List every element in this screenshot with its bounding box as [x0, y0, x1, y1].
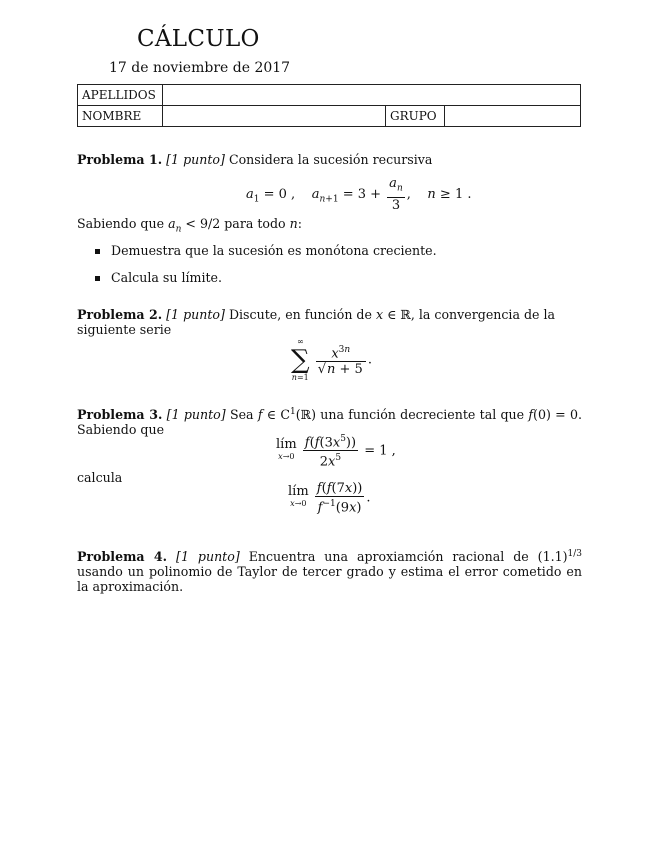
problem-3-limit-given: lím x→0 $\frac{f(f(3x^5))}{2x^5}$ = 1 , — [276, 434, 396, 470]
problem-1-tasks — [95, 243, 437, 285]
problem-4-statement: Problema 4. [1 punto] Encuentra una aproxiamción racional de $(1.1)^{1/3}$ usando un polinomio de Taylor de tercer grado y estima el error cometido en la aproximación. — [77, 549, 583, 595]
grupo-label: GRUPO — [386, 106, 445, 127]
problem-3-calcula: calcula — [77, 470, 123, 485]
problem-2-series: ∞ ∑ n=1 $\frac{x^{3n}}{√n + 5}$ . — [291, 337, 372, 382]
problem-2-statement: Problema 2. [1 punto] Discute, en función de x ∈ ℝ, la convergencia de la siguiente serie — [77, 307, 556, 337]
problem-3-statement: Problema 3. [1 punto] Sea f ∈ $C^1(ℝ)$ una función decreciente tal que f(0) = 0. Sabiendo que — [77, 407, 582, 438]
problem-1-statement: Problema 1. [1 punto] Considera la sucesión recursiva — [77, 152, 433, 167]
nombre-field[interactable] — [163, 106, 386, 127]
list-item: Calcula su límite. — [95, 270, 437, 285]
grupo-field[interactable] — [445, 106, 581, 127]
problem-1-hypothesis: Sabiendo que $a_n < 9/2$ para todo n: — [77, 216, 303, 235]
page-title: CÁLCULO — [137, 26, 260, 52]
apellidos-field[interactable] — [163, 85, 581, 106]
nombre-label: NOMBRE — [78, 106, 163, 127]
problem-3-limit-asked: lím x→0 $\frac{f(f(7x))}{f^{-1}(9x)}$ . — [288, 481, 371, 516]
apellidos-label: APELLIDOS — [78, 85, 163, 106]
student-id-table — [77, 84, 581, 127]
list-item: Demuestra que la sucesión es monótona creciente. — [95, 243, 437, 258]
problem-1-recurrence: $a_1 = 0$ , $a_{n+1} = 3$ + $\frac{a_n}{3}$ , n ≥ 1 . — [246, 176, 472, 213]
exam-date: 17 de noviembre de 2017 — [109, 60, 291, 76]
